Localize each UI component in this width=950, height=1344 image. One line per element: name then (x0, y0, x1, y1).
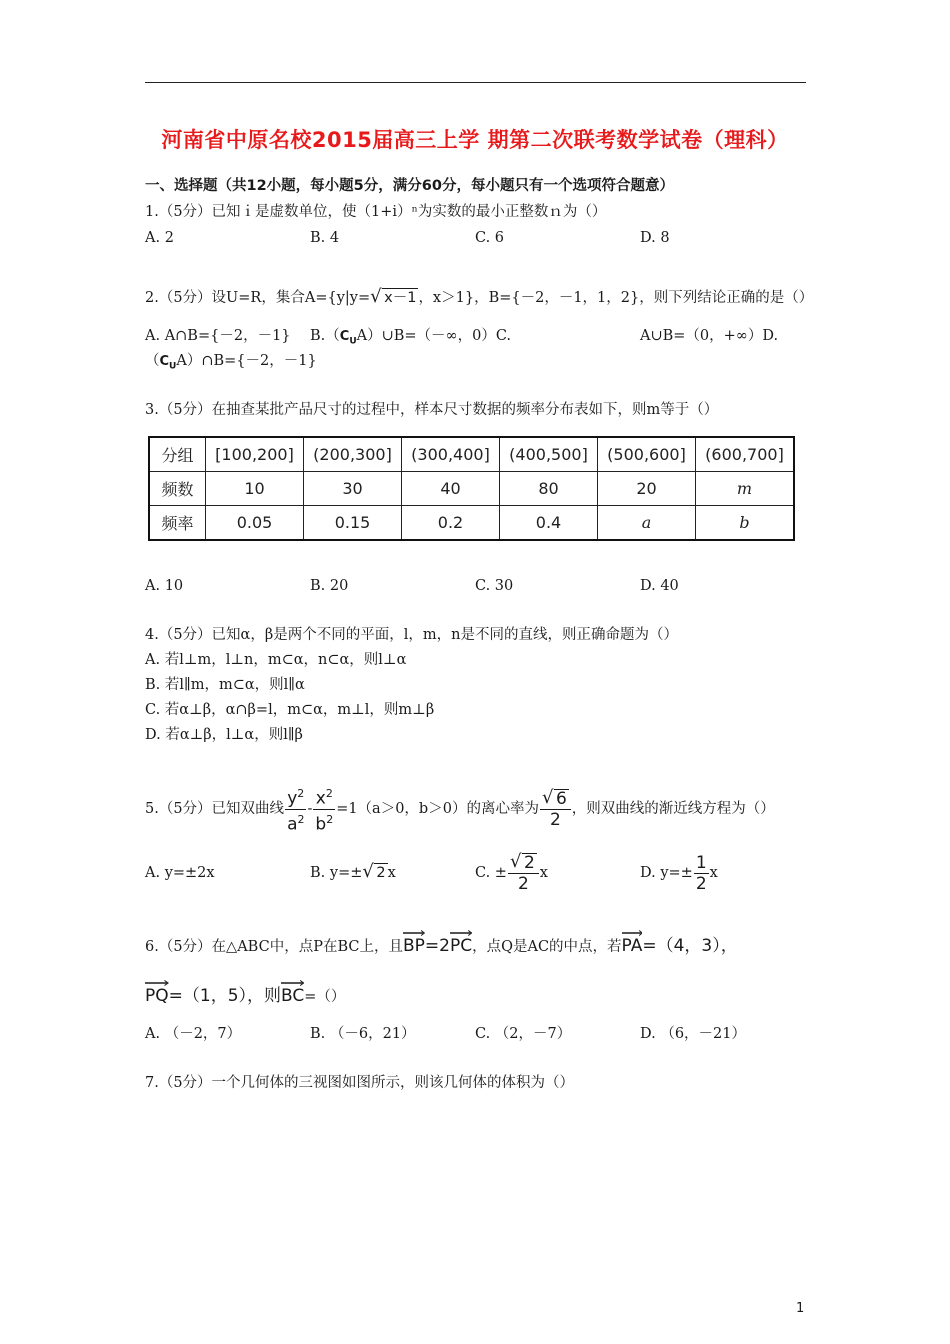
table-cell: m (696, 472, 795, 506)
table-cell: (400,500] (500, 437, 598, 472)
q2-d-suffix: A）∩B={－2，－1} (176, 353, 317, 369)
q4-option-b: B. 若l∥m，m⊂α，则l∥α (145, 677, 305, 693)
vector-pq: PQ (145, 986, 169, 1006)
q3-option-c: C. 30 (475, 578, 514, 594)
q2-b-suffix: A）∪B=（－∞，0）C. (356, 328, 512, 344)
q4-option-a: A. 若l⊥m，l⊥n，m⊂α，n⊂α，则l⊥α (145, 652, 407, 668)
table-cell: (200,300] (304, 437, 402, 472)
q6-option-b: B. （－6，21） (310, 1026, 416, 1042)
radical-sign-icon: √ (509, 850, 522, 872)
q6-option-d: D. （6，－21） (640, 1026, 747, 1042)
q1-option-a: A. 2 (145, 230, 174, 246)
question-3-stem: 3.（5分）在抽查某批产品尺寸的过程中，样本尺寸数据的频率分布表如下，则m等于（） (145, 402, 719, 418)
fraction-y2-a2: $\frac{y^2}{a^2}$ (285, 784, 306, 834)
question-1-stem: 1.（5分）已知ｉ是虚数单位，使（1+i）ⁿ为实数的最小正整数ｎ为（） (145, 204, 607, 220)
table-cell: 0.05 (206, 506, 304, 541)
q5-stem-middle: =1（a＞0，b＞0）的离心率为 (336, 801, 539, 817)
complement-symbol: $C_U$ (339, 329, 357, 347)
q2-option-c: A∪B=（0，+∞）D. (640, 328, 779, 344)
pq-value: =（1，5），则 (168, 986, 282, 1006)
complement-symbol: $C_U$ (159, 354, 177, 372)
question-4-stem: 4.（5分）已知α，β是两个不同的平面，l，m，n是不同的直线，则正确命题为（） (145, 627, 678, 643)
pa-value: =（4，3）， (642, 936, 738, 956)
table-cell: 频率 (149, 506, 206, 541)
q1-option-c: C. 6 (475, 230, 505, 246)
question-7-stem: 7.（5分）一个几何体的三视图如图所示，则该几何体的体积为（） (145, 1075, 575, 1091)
question-6-stem-continued: PQ=（1，5），则 BC=（） (145, 986, 345, 1007)
table-cell: a (598, 506, 696, 541)
table-cell: 30 (304, 472, 402, 506)
page-number: 1 (796, 1301, 805, 1316)
q2-stem-end: ，x＞1}，B={－2，－1，1，2}，则下列结论正确的是（） (418, 290, 814, 306)
q3-option-a: A. 10 (145, 578, 184, 594)
table-cell: b (696, 506, 795, 541)
document-title: 河南省中原名校2015届高三上学 期第二次联考数学试卷（理科） (161, 128, 789, 152)
q5-option-b: B. y=± √ 2 x (310, 861, 396, 882)
question-2-stem (145, 288, 813, 308)
vector-bp: BP (403, 936, 425, 956)
q5-option-d: D. y=± $\frac{1}{2}$ x (640, 852, 718, 894)
header-rule (145, 82, 806, 83)
q4-option-c: C. 若α⊥β，α∩β=l，m⊂α，m⊥l，则m⊥β (145, 702, 435, 718)
q2-option-a: A. A∩B={－2，－1} (145, 328, 291, 344)
table-cell: (500,600] (598, 437, 696, 472)
table-row (149, 506, 794, 541)
q6-option-c: C. （2，－7） (475, 1026, 572, 1042)
table-row (149, 472, 794, 506)
table-cell: (600,700] (696, 437, 795, 472)
vector-pc: PC (450, 936, 472, 956)
question-5-stem (145, 782, 775, 836)
table-cell: (300,400] (402, 437, 500, 472)
section-heading: 一、选择题（共12小题，每小题5分，满分60分，每小题只有一个选项符合题意） (145, 178, 674, 194)
table-cell: 0.15 (304, 506, 402, 541)
vector-bc: BC (281, 986, 304, 1006)
table-header-row (149, 437, 794, 472)
q4-option-d: D. 若α⊥β，l⊥α，则l∥β (145, 727, 303, 743)
q5-stem-start: 5.（5分）已知双曲线 (145, 801, 285, 817)
q2-stem-start: 2.（5分）设U=R，集合A={y|y= (145, 290, 371, 306)
equals-two: =2 (424, 936, 450, 956)
table-cell: [100,200] (206, 437, 304, 472)
q2-b-prefix: B.（ (310, 328, 340, 344)
q5-stem-end: ，则双曲线的渐近线方程为（） (571, 801, 775, 817)
q1-option-b: B. 4 (310, 230, 340, 246)
table-cell: 0.4 (500, 506, 598, 541)
q3-option-d: D. 40 (640, 578, 679, 594)
minus-sign: - (307, 801, 313, 817)
vector-pa: PA (622, 936, 643, 956)
q2-option-b (310, 326, 511, 352)
table-cell: 频数 (149, 472, 206, 506)
q2-option-d (145, 351, 317, 377)
fraction-x2-b2: $\frac{x^2}{b^2}$ (313, 784, 335, 834)
q3-option-b: B. 20 (310, 578, 349, 594)
fraction-sqrt6-over-2: √ 6 2 (540, 789, 571, 830)
radical-sign-icon: √ (362, 861, 374, 882)
radical-sign-icon: √ (541, 786, 554, 808)
table-cell: 分组 (149, 437, 206, 472)
q5-option-c: C. ± √ 2 2 x (475, 850, 548, 894)
table-cell: 20 (598, 472, 696, 506)
q2-d-prefix: （ (145, 353, 160, 369)
q5-option-a: A. y=±2x (145, 865, 215, 881)
sqrt-expression (370, 288, 418, 308)
table-cell: 40 (402, 472, 500, 506)
table-cell: 0.2 (402, 506, 500, 541)
table-cell: 80 (500, 472, 598, 506)
frequency-table (148, 436, 795, 541)
table-cell: 10 (206, 472, 304, 506)
q1-option-d: D. 8 (640, 230, 670, 246)
q2-radicand: x－1 (384, 290, 417, 306)
q6-option-a: A. （－2，7） (145, 1026, 242, 1042)
radical-sign-icon: √ (370, 286, 382, 307)
question-6-stem: 6.（5分）在△ABC中，点P在BC上，且 BP=2 PC，点Q是AC的中点，若 PA=（4，3）， (145, 936, 738, 957)
